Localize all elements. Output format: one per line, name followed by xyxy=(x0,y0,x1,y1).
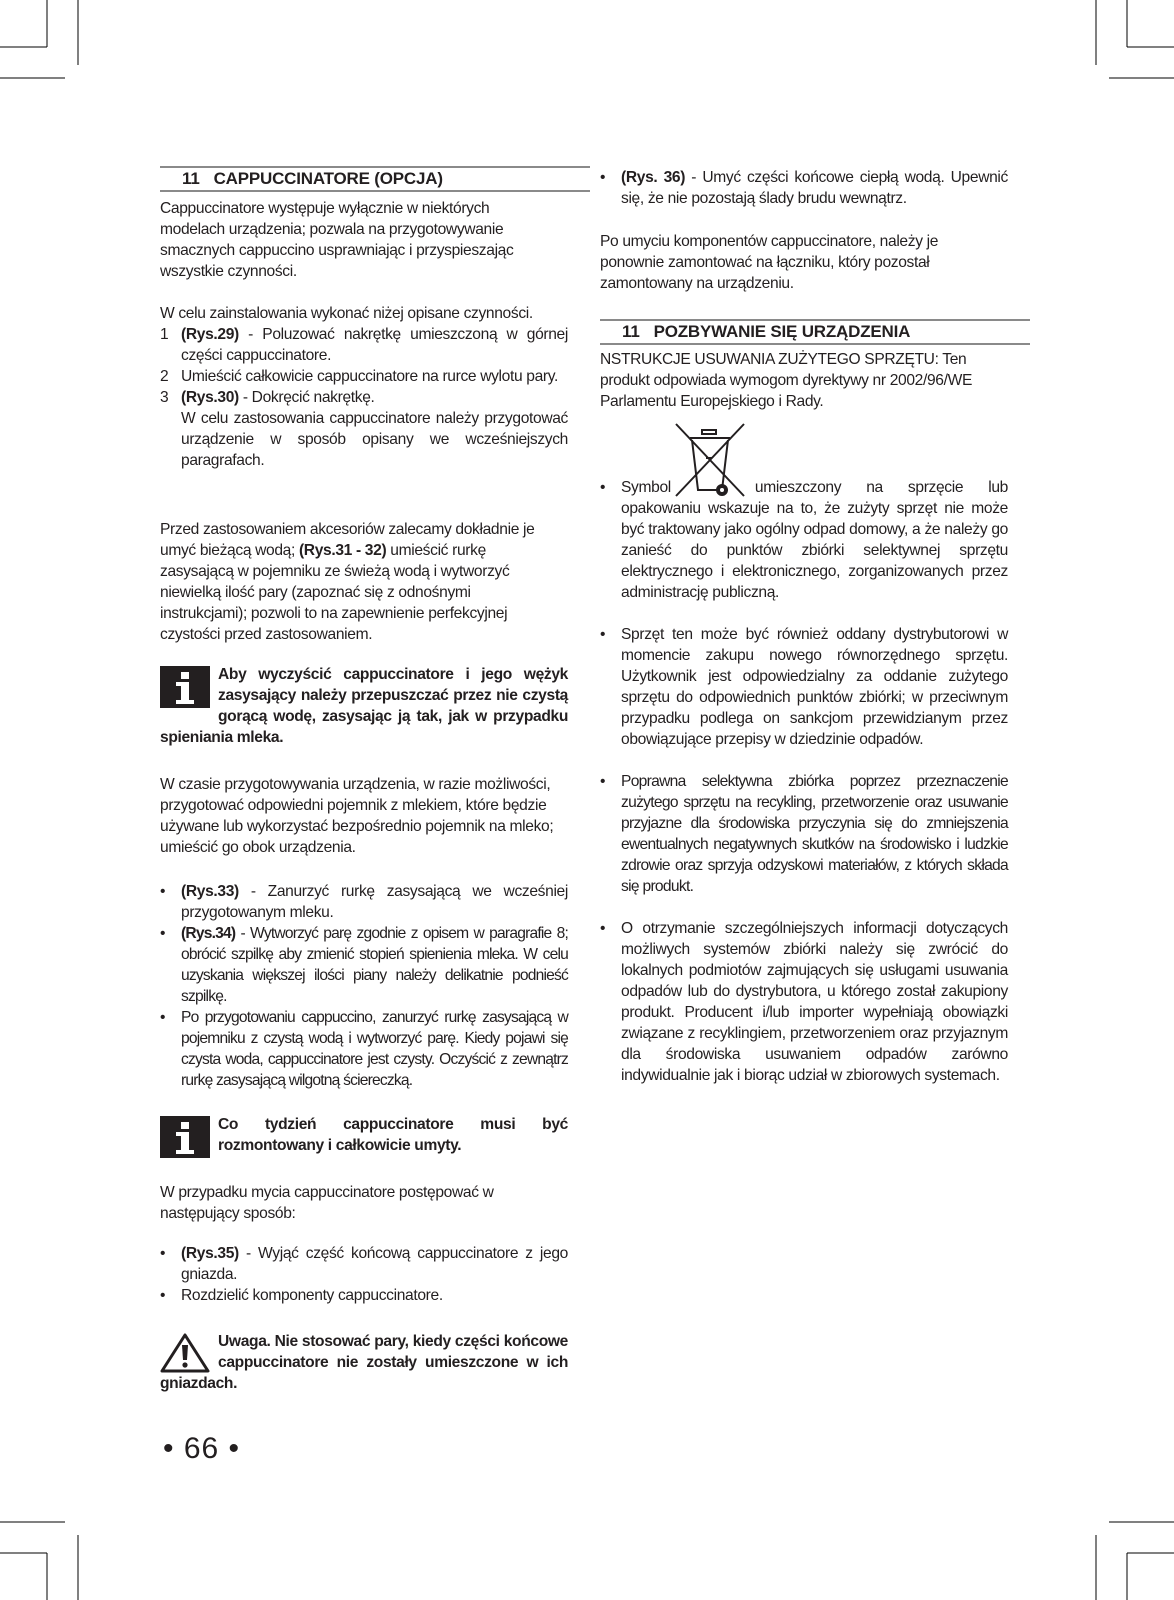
bullet: • xyxy=(600,626,606,643)
figure-ref: (Rys.29) xyxy=(181,326,239,343)
reassembly-paragraph: Po umyciu komponentów cappuccinatore, należy je ponownie zamontować na łączniku, który pozostał zamontowany na urządzeniu. xyxy=(600,233,939,292)
info-icon xyxy=(160,666,210,708)
figure-ref: (Rys.35) xyxy=(181,1245,239,1262)
install-intro: W celu zainstalowania wykonać niżej opisane czynności. xyxy=(160,305,533,322)
bullet-item xyxy=(600,771,1008,897)
install-step xyxy=(160,366,568,387)
bullet: • xyxy=(160,1287,166,1304)
install-step xyxy=(160,387,568,471)
bullet: • xyxy=(160,1009,165,1026)
directive-paragraph: NSTRUKCJE USUWANIA ZUŻYTEGO SPRZĘTU: Ten produkt odpowiada wymogom dyrektywy nr 2002/96/WE Parlamentu Europejskiego i Rady. xyxy=(600,351,973,410)
bullet: • xyxy=(600,920,606,937)
info-note-cleaning xyxy=(160,664,568,748)
bullet-item xyxy=(160,1243,568,1285)
text: Przed zastosowaniem akcesoriów zalecamy dokładnie je umyć bieżącą wodą; xyxy=(160,521,535,559)
figure-ref: (Rys.33) xyxy=(181,883,239,900)
bullet-text: - Wytworzyć parę zgodnie z opisem w paragrafie 8; obrócić szpilkę aby zmienić stopień spienienia mleka. W celu uzyskania większej ilości piany należy delikatnie podnieść szpilkę. xyxy=(181,925,568,1005)
bullet-item xyxy=(600,420,1008,603)
heading-number: 11 xyxy=(182,169,200,188)
step-number: 2 xyxy=(160,368,169,385)
washing-intro: W przypadku mycia cappuccinatore postępować w następujący sposób: xyxy=(160,1184,494,1222)
bullet-item xyxy=(600,167,1008,209)
crossed-bin-icon xyxy=(672,420,748,498)
bullet-item xyxy=(160,1285,568,1306)
washing-bullets xyxy=(160,1243,568,1306)
bullet-text: Sprzęt ten może być również oddany dystrybutorowi w momencie zakupu nowego równorzędnego sprzętu. Użytkownik jest odpowiedzialny za oddanie zużytego sprzętu do odpowiednich punktów zbiórki; w przeciwnym przypadku podlega on sankcjom przewidzianym przez obowiązujące przepisy w dziedzinie odpadów. xyxy=(621,626,1008,748)
install-section xyxy=(160,303,568,471)
heading-title: POZBYWANIE SIĘ URZĄDZENIA xyxy=(653,322,911,341)
text: umieścić rurkę zasysającą w pojemniku ze świeżą wodą i wytworzyć niewielką ilość pary (zapoznać się z odnośnymi instrukcjami); pozwoli to na zapewnienie perfekcyjnej czystości przed zastosowaniem. xyxy=(160,542,510,643)
bullet-item xyxy=(600,624,1008,750)
step-extra: W celu zastosowania cappuccinatore należy przygotować urządzenie w sposób opisany we wcześniejszych paragrafach. xyxy=(181,410,568,469)
step-number: 1 xyxy=(160,326,169,343)
bullet-item xyxy=(160,1007,568,1091)
figure-ref: (Rys. 36) xyxy=(621,169,686,186)
intro-paragraph: Cappuccinatore występuje wyłącznie w niektórych modelach urządzenia; pozwala na przygotowywanie smacznych cappuccino usprawniając i przyspieszając wszystkie czynności. xyxy=(160,200,514,280)
warning-text: Uwaga. Nie stosować pary, kiedy części końcowe cappuccinatore nie zostały umieszczone w ich gniazdach. xyxy=(160,1333,568,1392)
bullet-text: Poprawna selektywna zbiórka poprzez przeznaczenie zużytego sprzętu na recykling, przetworzenie oraz usuwanie przyjazne dla środowiska przyczynia się do zmniejszenia ewentualnych negatywnych skutków na środowisko i ludzkie zdrowie oraz sprzyja odzyskowi materiałów, z których składa się produkt. xyxy=(621,773,1008,895)
bullet-item xyxy=(160,881,568,923)
symbol-word: Symbol xyxy=(621,479,671,496)
before-use-paragraph xyxy=(160,519,560,645)
bullet-text: - Zanurzyć rurkę zasysającą we wcześniej przygotowanym mleku. xyxy=(181,883,568,921)
figure-ref: (Rys.31 - 32) xyxy=(298,542,387,559)
warning-note xyxy=(160,1331,568,1394)
note-text: Co tydzień cappuccinatore musi być rozmontowany i całkowicie umyty. xyxy=(218,1116,568,1154)
rinse-bullet xyxy=(600,167,1008,209)
figure-ref: (Rys.30) xyxy=(181,389,239,406)
step-text: - Dokręcić nakrętkę. xyxy=(238,389,375,406)
step-number: 3 xyxy=(160,389,169,406)
bullet-text: Po przygotowaniu cappuccino, zanurzyć rurkę zasysającą w pojemniku z czystą wodą i wytworzyć parę. Kiedy pojawi się czysta woda, cappuccinatore jest czysty. Oczyścić z zewnątrz rurkę zasysającą wilgotną ściereczką. xyxy=(181,1009,568,1089)
info-note-weekly xyxy=(160,1114,568,1158)
step-text: - Poluzować nakrętkę umieszczoną w górnej części cappuccinatore. xyxy=(181,326,568,364)
bullet: • xyxy=(600,773,605,790)
step-text: Umieścić całkowicie cappuccinatore na rurce wylotu pary. xyxy=(181,368,559,385)
note-text: Aby wyczyścić cappuccinatore i jego wężyk zasysający należy przepuszczać przez nie czystą gorącą wodę, zasysając ją tak, jak w przypadku spieniania mleka. xyxy=(160,666,568,746)
page-number: • 66 • xyxy=(163,1432,241,1465)
warning-icon xyxy=(160,1333,210,1373)
bullet-text: umieszczony na sprzęcie lub opakowaniu wskazuje na to, że zużyty sprzęt nie może być traktowany jako ogólny odpad domowy, a że należy go zanieść do punktów zbiórki selektywnej sprzętu elektrycznego i elektronicznego, zorganizowanych przez administrację publiczną. xyxy=(621,479,1008,601)
bullet-text: - Wyjąć część końcową cappuccinatore z jego gniazda. xyxy=(181,1245,568,1283)
bullet: • xyxy=(160,925,165,942)
heading-title: CAPPUCCINATORE (OPCJA) xyxy=(213,169,443,188)
section-heading-cappuccinatore xyxy=(160,166,590,192)
bullet: • xyxy=(600,169,606,186)
section-heading-disposal xyxy=(600,319,1030,345)
install-step xyxy=(160,324,568,366)
bullet: • xyxy=(160,1245,166,1262)
disposal-bullets xyxy=(600,420,1008,1086)
bullet-item xyxy=(600,918,1008,1086)
figure-ref: (Rys.34) xyxy=(181,925,236,942)
heading-number: 11 xyxy=(622,322,640,341)
frothing-bullets xyxy=(160,881,568,1091)
bullet: • xyxy=(160,883,166,900)
bullet-text: Rozdzielić komponenty cappuccinatore. xyxy=(181,1287,443,1304)
bullet-text: O otrzymanie szczególniejszych informacji dotyczących możliwych systemów zbiórki należy się zwrócić do lokalnych podmiotów zajmujących się usługami usuwania odpadów lub do dystrybutora, u którego został zakupiony produkt. Producent i/lub importer wypełniają obowiązki związane z recyklingiem, przetworzeniem oraz przyjaznym dla środowiska usuwaniem odpadów zarówno indywidualnie jak i biorąc udział w zbiorowych systemach. xyxy=(621,920,1008,1084)
preparation-paragraph: W czasie przygotowywania urządzenia, w razie możliwości, przygotować odpowiedni pojemnik z mlekiem, które będzie używane lub wykorzystać bezpośrednio pojemnik na mleko; umieścić go obok urządzenia. xyxy=(160,776,554,856)
info-icon xyxy=(160,1116,210,1158)
bullet: • xyxy=(600,479,606,496)
bullet-item xyxy=(160,923,568,1007)
bullet-text: - Umyć części końcowe ciepłą wodą. Upewnić się, że nie pozostają ślady brudu wewnątrz. xyxy=(621,169,1008,207)
